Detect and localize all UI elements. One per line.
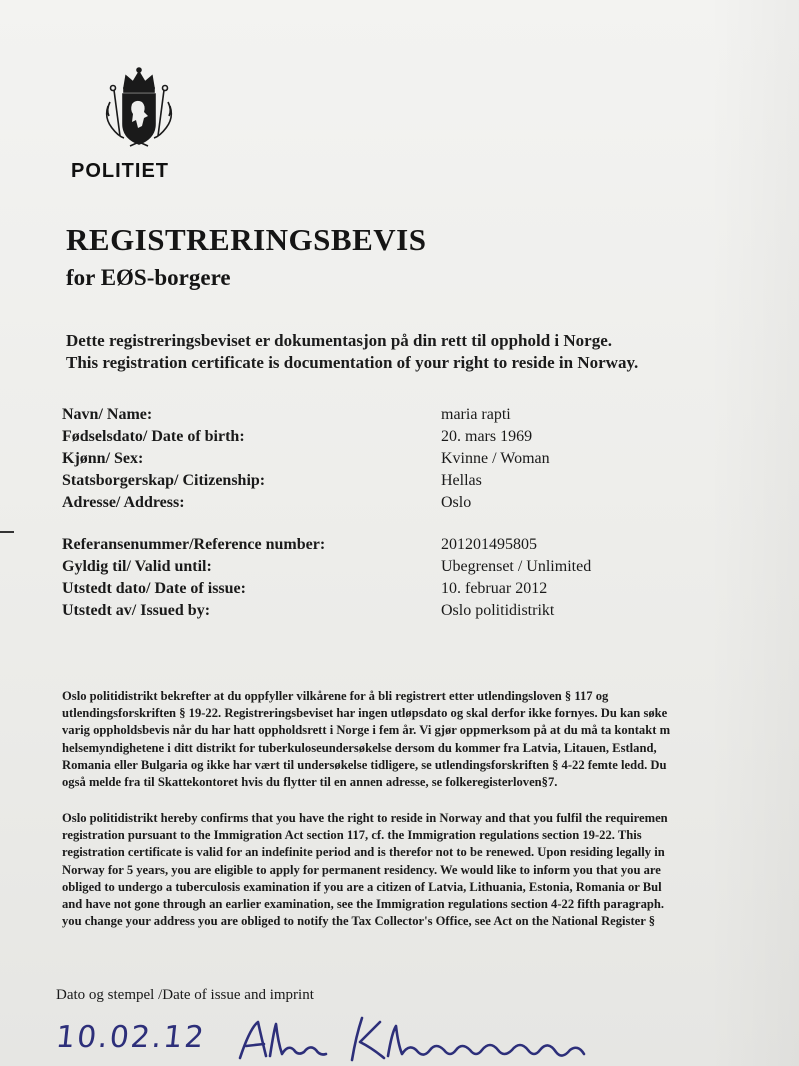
document-subtitle: for EØS-borgere [66,265,231,290]
field-value: 10. februar 2012 [441,580,548,597]
paragraph-line: and have not gone through an earlier examination, see the Immigration regulations section 4-22 fifth paragraph. [62,897,665,912]
field-row [62,472,782,494]
margin-mark [0,531,14,533]
paragraph-line: helsemyndighetene i ditt distrikt for tuberkuloseundersøkelse dersom du kommer fra Latvia, Litauen, Estland, [62,740,657,755]
paragraph-line: Romania eller Bulgaria og ikke har vært til undersøkelse tidligere, se utlendingsforskriften § 4-22 femte ledd. Du [62,757,667,772]
field-row [62,428,782,450]
intro-norwegian: Dette registreringsbeviset er dokumentasjon på din rett til opphold i Norge. [66,331,613,350]
field-value: Oslo [441,494,472,511]
field-label: Statsborgerskap/ Citizenship: [62,472,266,489]
field-row [62,450,782,472]
paragraph-line: obliged to undergo a tuberculosis examination if you are a citizen of Latvia, Lithuania, Estonia, Romania or Bul [62,879,662,894]
field-row [62,558,782,580]
intro-text [66,330,638,374]
field-value: maria rapti [441,406,511,423]
field-label: Navn/ Name: [62,406,153,423]
paragraph-line: registration pursuant to the Immigration Act section 117, cf. the Immigration regulations section 19-22. This [62,828,642,843]
paragraph-line: utlendingsforskriften § 19-22. Registreringsbeviset har ingen utløpsdato og skal derfor ikke fornyes. Du kan søke [62,706,668,721]
field-row [62,602,782,624]
paragraph-english [62,810,668,930]
field-label: Referansenummer/Reference number: [62,536,326,553]
field-row [62,580,782,602]
field-label: Utstedt av/ Issued by: [62,602,211,619]
field-value: Oslo politidistrikt [441,602,555,619]
brand-name: POLITIET [71,160,169,182]
paragraph-line: registration certificate is valid for an indefinite period and is therefor not to be renewed. Upon residing legally in [62,845,665,860]
norwegian-police-crest-icon [100,66,178,150]
field-value: 20. mars 1969 [441,428,533,445]
imprint-label: Dato og stempel /Date of issue and imprint [56,987,314,1003]
handwritten-signature [0,1010,799,1066]
personal-details [62,406,782,624]
paragraph-line: Oslo politidistrikt bekrefter at du oppfyller vilkårene for å bli registrert etter utlendingsloven § 117 og [62,689,609,703]
field-row [62,494,782,516]
paragraph-line: også melde fra til Skattekontoret hvis du flytter til en annen adresse, se folkeregisterloven§7. [62,775,558,790]
document-title: REGISTRERINGSBEVIS [66,222,427,257]
field-label: Gyldig til/ Valid until: [62,558,212,575]
spacer [62,516,782,536]
field-value: Kvinne / Woman [441,450,550,467]
paragraph-line: varig oppholdsbevis når du har hatt oppholdsrett i Norge i fem år. Vi gjør oppmerksom på at du må ta kontakt m [62,723,671,738]
paragraph-line: Norway for 5 years, you are eligible to apply for permanent residency. We would like to inform you that you are [62,862,661,877]
field-label: Adresse/ Address: [62,494,185,511]
paragraph-line: you change your address you are obliged to notify the Tax Collector's Office, see Act on the National Register § [62,914,656,929]
field-label: Utstedt dato/ Date of issue: [62,580,246,597]
handwritten-date: 10.02.12 [54,1020,208,1055]
field-row [62,406,782,428]
field-value: Ubegrenset / Unlimited [441,558,592,575]
field-value: Hellas [441,472,482,489]
field-label: Kjønn/ Sex: [62,450,144,467]
paragraph-norwegian [62,688,670,791]
field-label: Fødselsdato/ Date of birth: [62,428,245,445]
intro-english: This registration certificate is documentation of your right to reside in Norway. [66,353,639,372]
field-value: 201201495805 [441,536,537,553]
paragraph-line: Oslo politidistrikt hereby confirms that you have the right to reside in Norway and that you fulfil the requiremen [62,811,668,825]
field-row [62,536,782,558]
